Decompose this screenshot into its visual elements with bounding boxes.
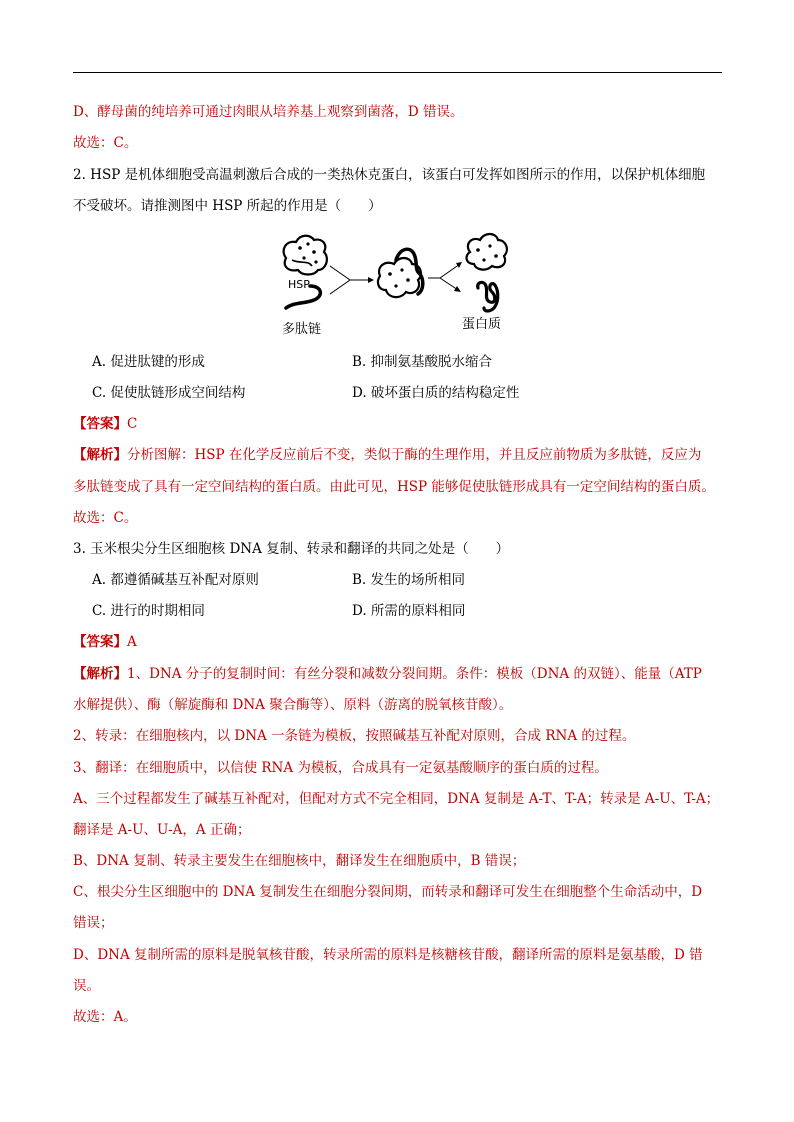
q3-analysis-text-1: 1、DNA 分子的复制时间：有丝分裂和减数分裂间期。条件：模板（DNA 的双链）、能量（ATP [127,666,702,682]
q3-analysis-line-8: C、根尖分生区细胞中的 DNA 复制发生在细胞分裂间期，而转录和翻译可发生在细胞整个生命活动中，D [73,884,703,900]
q3-analysis-line-11: 误。 [73,978,100,994]
hsp-peptide-complex [378,249,423,297]
q3-analysis-line-2: 水解提供）、酶（解旋酶和 DNA 聚合酶等）、原料（游离的脱氧核苷酸）。 [73,697,513,713]
arrow-down-line [440,278,458,290]
q2-answer [73,414,137,434]
q2-analysis-line-2: 多肽链变成了具有一定空间结构的蛋白质。由此可见，HSP 能够促使肽链形成具有一定空间结构的蛋白质。 [73,479,715,495]
q2-choose: 故选：C。 [73,510,138,526]
q3-analysis-line-3: 2、转录：在细胞核内，以 DNA 一条链为模板，按照碱基互补配对原则，合成 RNA 的过程。 [73,728,636,744]
q3-analysis-line-5: A、三个过程都发生了碱基互补配对，但配对方式不完全相同，DNA 复制是 A-T、T-A；转录是 A-U、T-A； [73,791,720,807]
q2-analysis-tag: 【解析】 [73,447,127,463]
q2-analysis-text-1: 分析图解：HSP 在化学反应前后不变，类似于酶的生理作用，并且反应前物质为多肽链，反应为 [127,447,702,463]
q3-analysis-line-1 [73,664,702,684]
q2-answer-tag: 【答案】 [73,416,127,432]
arrow-up-head [456,262,462,268]
q3-option-d[interactable]: D. 所需的原料相同 [352,603,466,619]
hsp-diagram [278,230,518,342]
arrow-down-head [454,286,461,292]
q2-analysis-line-1 [73,445,701,465]
q3-option-b[interactable]: B. 发生的场所相同 [352,572,466,588]
peptide-chain-label: 多肽链 [282,322,322,337]
q2-option-a[interactable]: A. 促进肽键的形成 [92,354,205,370]
q3-option-a[interactable]: A. 都遵循碱基互补配对原则 [92,572,259,588]
prev-choose: 故选：C。 [73,135,138,151]
q3-analysis-tag: 【解析】 [73,666,127,682]
q3-choose: 故选：A。 [73,1009,137,1025]
q3-analysis-line-10: D、DNA 复制所需的原料是脱氧核苷酸，转录所需的原料是核糖核苷酸，翻译所需的原料是氨基酸，D 错 [73,947,703,963]
q3-answer-tag: 【答案】 [73,634,127,650]
q2-answer-value: C [127,416,138,432]
arrow-up-line [440,264,460,278]
folded-protein [478,282,498,311]
q2-option-b[interactable]: B. 抑制氨基酸脱水缩合 [352,354,493,370]
q3-analysis-line-9: 错误； [73,915,114,931]
q3-analysis-line-6: 翻译是 A-U、U-A，A 正确； [73,822,251,838]
hsp-label: HSP [288,278,310,291]
protein-label: 蛋白质 [462,317,502,332]
q2-option-d[interactable]: D. 破坏蛋白质的结构稳定性 [352,385,520,401]
q3-stem: 3. 玉米根尖分生区细胞核 DNA 复制、转录和翻译的共同之处是（ ） [73,541,510,557]
q2-option-c[interactable]: C. 促使肽链形成空间结构 [92,385,246,401]
q3-analysis-line-7: B、DNA 复制、转录主要发生在细胞核中，翻译发生在细胞质中，B 错误； [73,853,526,869]
q3-option-c[interactable]: C. 进行的时期相同 [92,603,205,619]
q2-stem-line-2: 不受破坏。请推测图中 HSP 所起的作用是（ ） [73,198,382,214]
q3-answer [73,632,137,652]
q3-analysis-line-4: 3、翻译：在细胞质中，以信使 RNA 为模板，合成具有一定氨基酸顺序的蛋白质的过程。 [73,760,608,776]
converge-lines [330,266,350,294]
arrow-1-head [368,277,374,283]
q3-answer-value: A [127,634,137,650]
q2-stem-line-1: 2. HSP 是机体细胞受高温刺激后合成的一类热休克蛋白，该蛋白可发挥如图所示的作用，以保护机体细胞 [73,167,706,183]
released-hsp [467,234,507,270]
hsp-molecule [284,236,327,275]
prev-option-d-analysis: D、酵母菌的纯培养可通过肉眼从培养基上观察到菌落，D 错误。 [73,104,464,120]
header-rule [73,72,722,73]
